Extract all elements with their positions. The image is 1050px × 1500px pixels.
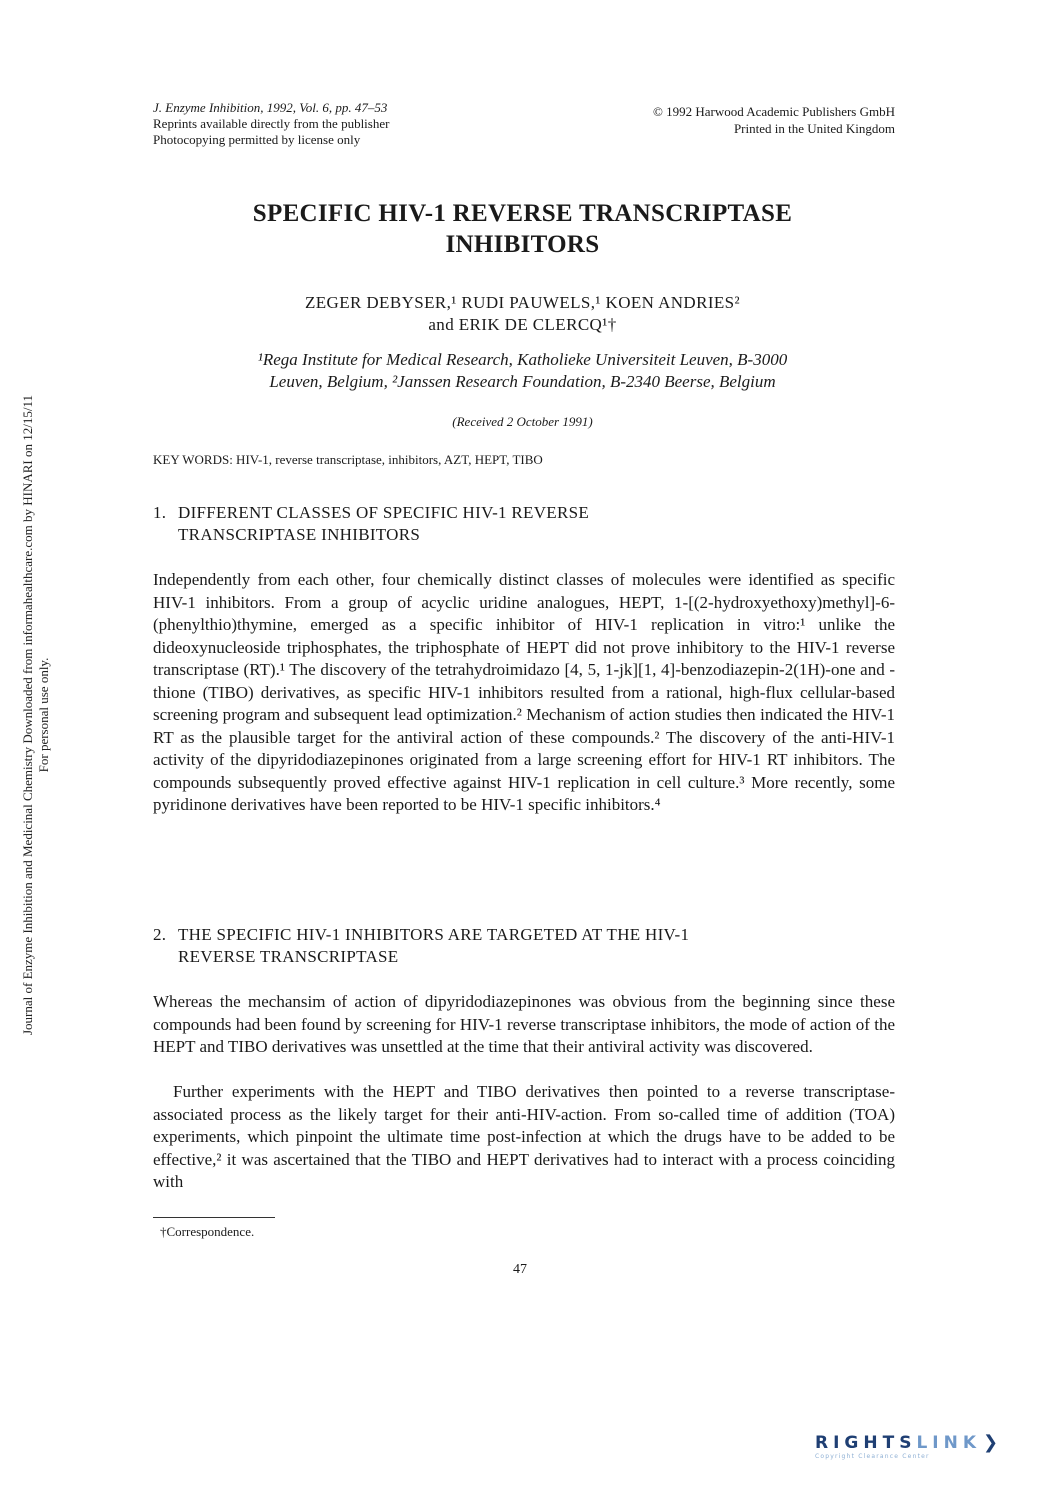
body-paragraph: Further experiments with the HEPT and TIBO derivatives then pointed to a reverse transcriptase-associated process as the likely target for their anti-HIV-action. From so-called time of addition (TOA) experiments, which pinpoint the ultimate time post-infection at which the drugs have to be added to be effective,² it was ascertained that the TIBO and HEPT derivatives had to interact with a process coinciding with <box>153 1082 895 1191</box>
rightslink-tagline: Copyright Clearance Center <box>815 1453 930 1460</box>
section-heading-text: REVERSE TRANSCRIPTASE <box>178 947 399 966</box>
section-heading-text: DIFFERENT CLASSES OF SPECIFIC HIV-1 REVERSE <box>178 503 590 522</box>
page-number: 47 <box>513 1262 527 1277</box>
photocopying-line: Photocopying permitted by license only <box>153 132 361 147</box>
section-number: 2. <box>153 925 167 944</box>
affiliations <box>150 349 895 393</box>
section-number: 1. <box>153 503 167 522</box>
footnote: †Correspondence. <box>160 1224 255 1239</box>
affiliation-line: ¹Rega Institute for Medical Research, Katholieke Universiteit Leuven, B-3000 <box>257 350 788 369</box>
rightslink-rights-text: RIGHTS <box>815 1432 917 1453</box>
rightslink-logo[interactable] <box>815 1432 998 1460</box>
title-line: INHIBITORS <box>445 231 600 258</box>
author-line: ZEGER DEBYSER,¹ RUDI PAUWELS,¹ KOEN ANDRIES² <box>304 293 741 312</box>
body-paragraph: Whereas the mechansim of action of dipyridodiazepinones was obvious from the beginning since these compounds had been found by screening for HIV-1 reverse transcriptase inhibitors, the mode of action of the HEPT and TIBO derivatives was unsettled at the time that their antiviral activity was discovered. <box>153 992 895 1056</box>
rightslink-link-text: LINK <box>916 1432 981 1453</box>
citation-line: J. Enzyme Inhibition, 1992, Vol. 6, pp. 47–53 <box>153 100 388 115</box>
journal-citation <box>153 100 389 148</box>
article-title <box>150 198 895 260</box>
watermark-line: Journal of Enzyme Inhibition and Medicinal Chemistry Downloaded from informahealthcare.com by HINARI on 12/15/11 <box>20 395 35 1035</box>
chevron-right-icon: ❯ <box>983 1432 999 1453</box>
section-heading-text: TRANSCRIPTASE INHIBITORS <box>178 525 421 544</box>
copyright-notice <box>653 103 895 137</box>
section-heading-1 <box>153 502 589 546</box>
section-heading-2 <box>153 924 689 968</box>
copyright-line: © 1992 Harwood Academic Publishers GmbH <box>652 104 895 119</box>
section-heading-text: THE SPECIFIC HIV-1 INHIBITORS ARE TARGETED AT THE HIV-1 <box>178 925 690 944</box>
rightslink-wordmark <box>815 1432 998 1453</box>
watermark-line: For personal use only. <box>36 657 51 773</box>
printed-in-line: Printed in the United Kingdom <box>733 121 895 136</box>
affiliation-line: Leuven, Belgium, ²Janssen Research Foundation, B-2340 Beerse, Belgium <box>269 372 776 391</box>
download-watermark <box>20 265 52 1165</box>
author-line: and ERIK DE CLERCQ¹† <box>428 315 617 334</box>
body-paragraph: Independently from each other, four chemically distinct classes of molecules were identified as specific HIV-1 inhibitors. From a group of acyclic uridine analogues, HEPT, 1-[(2-hydroxyethoxy)methyl]-6-(phenylthio)thymine, emerged as a specific inhibitor of HIV-1 replication in vitro:¹ unlike the dideoxynucleoside triphosphates, the triphosphate of HEPT did not prove inhibitory to the HIV-1 reverse transcriptase (RT).¹ The discovery of the tetrahydroimidazo [4, 5, 1-jk][1, 4]-benzodiazepin-2(1H)-one and -thione (TIBO) derivatives, as specific HIV-1 inhibitors resulted from a rational, high-flux cellular-based screening program and subsequent lead optimization.² Mechanism of action studies then indicated the HIV-1 RT as the plausible target for the antiviral action of these compounds.² The discovery of the anti-HIV-1 activity of the dipyridodiazepinones originated from a large screening effort for HIV-1 RT inhibitors. The compounds subsequently proved effective against HIV-1 replication in cell culture.³ More recently, some pyridinone derivatives have been reported to be HIV-1 specific inhibitors.⁴ <box>153 570 895 814</box>
reprints-line: Reprints available directly from the publisher <box>153 116 390 131</box>
footnote-divider <box>153 1217 275 1218</box>
received-date: (Received 2 October 1991) <box>452 414 593 429</box>
keywords: KEY WORDS: HIV-1, reverse transcriptase, inhibitors, AZT, HEPT, TIBO <box>153 452 543 467</box>
title-line: SPECIFIC HIV-1 REVERSE TRANSCRIPTASE <box>252 200 793 227</box>
author-list <box>150 292 895 336</box>
